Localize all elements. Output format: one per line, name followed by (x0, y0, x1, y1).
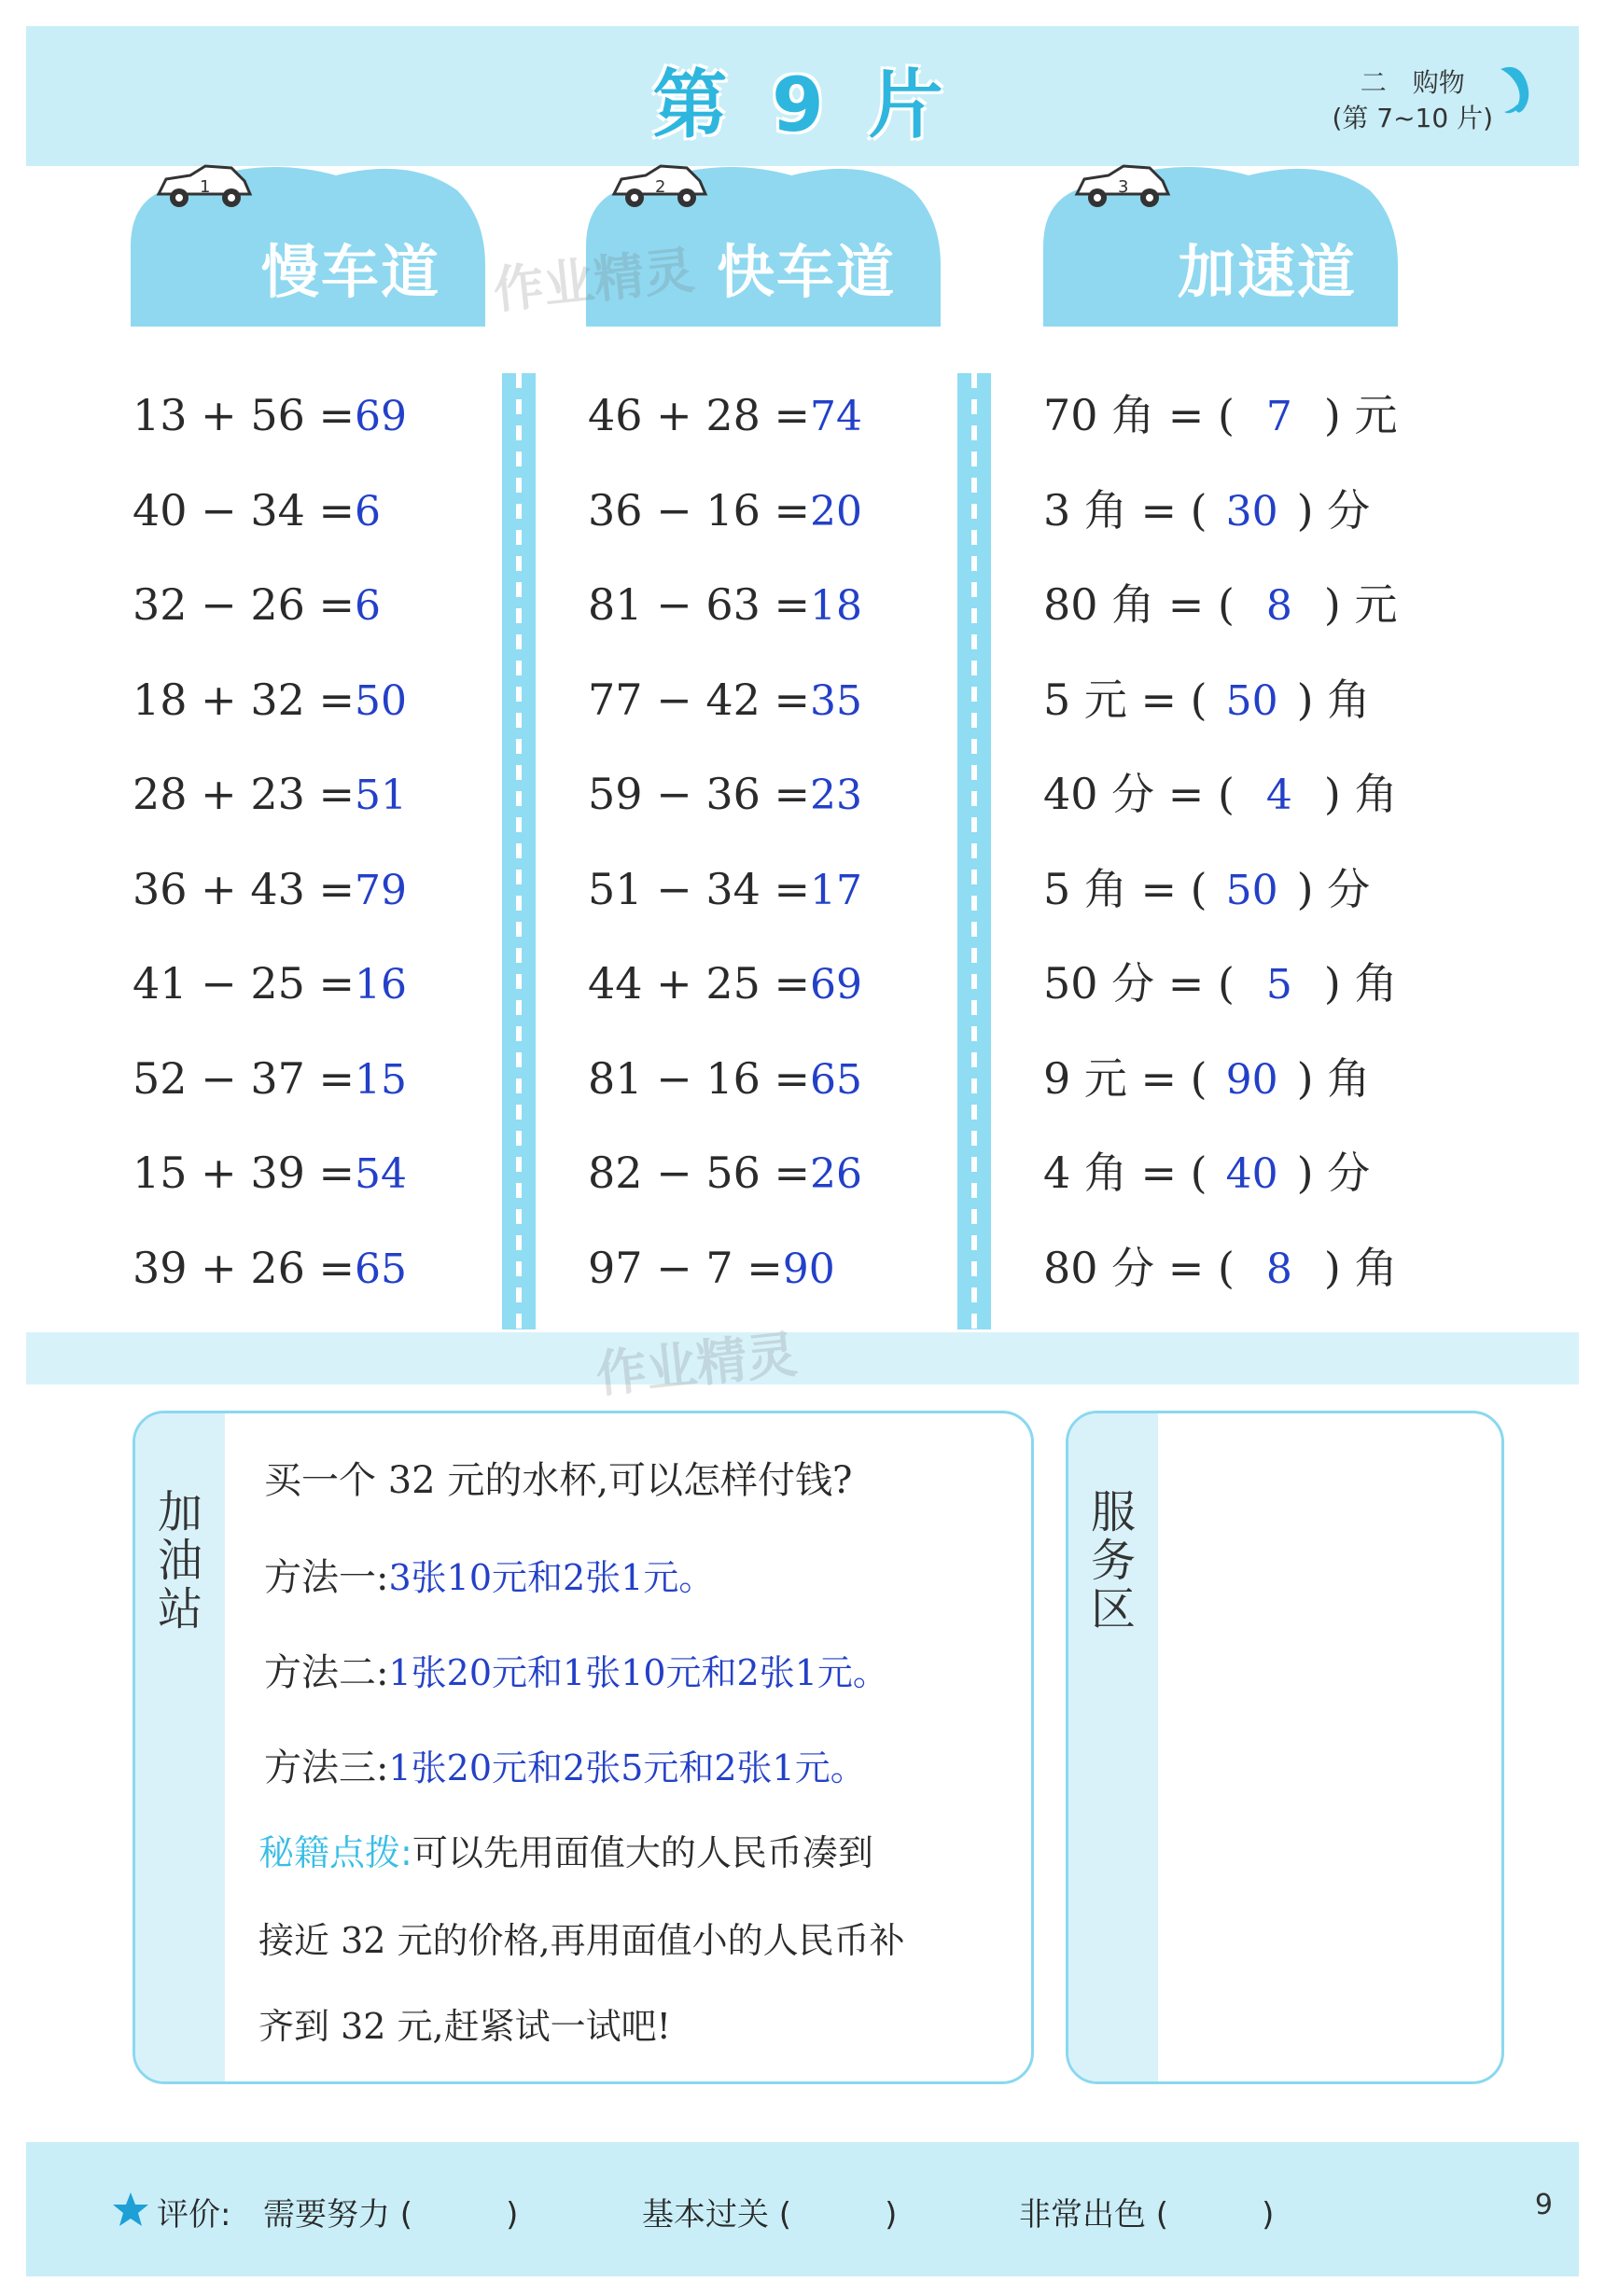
star-icon (112, 2191, 149, 2228)
answer-field[interactable]: 79 (355, 866, 408, 914)
tip-line-2: 接近 32 元的价格,再用面值小的人民币补 (258, 1920, 905, 1961)
lane-title-slow: 慢车道 (261, 238, 441, 306)
problem-text: 13 + 56 = (133, 390, 356, 440)
answer-field[interactable]: 4 (1265, 772, 1292, 819)
problem-row (133, 949, 407, 1044)
problem-text: 52 − 37 = (133, 1052, 356, 1104)
problem-text: 28 + 23 = (133, 769, 356, 819)
answer-field[interactable]: 6 (355, 582, 382, 630)
lane-title-fast: 快车道 (717, 238, 897, 306)
method-one (264, 1548, 714, 1601)
answer-field[interactable]: 50 (355, 676, 408, 725)
answer-field[interactable]: 69 (810, 961, 863, 1009)
slow-lane-list (133, 381, 407, 1328)
problem-text: 97 − 7 = (588, 1242, 783, 1293)
eval-option-basic-pass (642, 2189, 897, 2234)
problem-text: 3 角 = ( (1043, 484, 1207, 536)
method-answer: 1张20元和2张5元和2张1元。 (388, 1747, 866, 1788)
lane-title-accel: 加速道 (1178, 238, 1358, 306)
problem-row (1043, 1138, 1397, 1233)
unit-text: ) 分 (1296, 1148, 1371, 1198)
method-label: 方法三: (264, 1746, 389, 1789)
tip-line-3: 齐到 32 元,赶紧试一试吧! (258, 2006, 671, 2047)
problem-row (133, 381, 407, 476)
column-divider (957, 373, 991, 1329)
eval-close: ) (506, 2196, 519, 2233)
problem-text: 81 − 63 = (588, 579, 811, 630)
svg-text:2: 2 (655, 177, 666, 197)
answer-field[interactable]: 7 (1265, 393, 1292, 440)
problem-row (588, 759, 862, 855)
answer-field[interactable]: 35 (810, 676, 863, 725)
answer-field[interactable]: 30 (1225, 487, 1278, 536)
unit-name: 二 购物 (1360, 67, 1465, 98)
unit-info (1332, 65, 1493, 136)
problem-text: 82 − 56 = (588, 1148, 811, 1198)
problem-row (133, 759, 407, 855)
problem-text: 81 − 16 = (588, 1052, 811, 1104)
problem-text: 39 + 26 = (133, 1242, 356, 1293)
problem-row (588, 1138, 862, 1233)
unit-text: ) 分 (1296, 484, 1371, 536)
lane-tab-accel (1043, 162, 1398, 327)
unit-text: ) 元 (1323, 390, 1398, 440)
problem-row (133, 855, 407, 950)
lane-tab-slow (131, 162, 485, 327)
unit-range: (第 7~10 片) (1332, 103, 1493, 133)
method-two (264, 1643, 888, 1696)
race-car-icon (608, 162, 709, 211)
station-question: 买一个 32 元的水杯,可以怎样付钱? (264, 1459, 853, 1502)
eval-option-needs-effort (263, 2189, 518, 2234)
problem-text: 46 + 28 = (588, 390, 811, 440)
answer-field[interactable]: 26 (810, 1150, 863, 1198)
method-three (264, 1738, 866, 1791)
problem-text: 40 分 = ( (1043, 769, 1235, 819)
problem-row (133, 476, 407, 571)
watermark: 作业精灵 (490, 240, 698, 321)
problem-row (1043, 381, 1397, 476)
method-label: 方法一: (264, 1556, 389, 1599)
watermark: 作业精灵 (593, 1324, 801, 1405)
answer-field[interactable]: 50 (1225, 866, 1278, 914)
answer-field[interactable]: 17 (810, 866, 863, 914)
unit-text: ) 角 (1323, 769, 1398, 819)
problem-row (133, 1233, 407, 1329)
answer-field[interactable]: 51 (355, 772, 408, 819)
worksheet-page (26, 26, 1579, 2276)
problem-row (1043, 1044, 1397, 1139)
problem-text: 41 − 25 = (133, 958, 356, 1009)
accel-lane-list (1043, 381, 1397, 1328)
svg-text:3: 3 (1118, 177, 1129, 197)
problem-text: 36 − 16 = (588, 484, 811, 536)
answer-field[interactable]: 54 (355, 1150, 408, 1198)
answer-field[interactable]: 16 (355, 961, 408, 1009)
answer-field[interactable]: 23 (810, 772, 863, 819)
problem-row (588, 570, 862, 665)
answer-field[interactable]: 65 (810, 1055, 863, 1104)
page-number: 9 (1534, 2189, 1553, 2221)
problem-row (1043, 855, 1397, 950)
problem-row (133, 665, 407, 760)
problem-text: 50 分 = ( (1043, 958, 1235, 1009)
whale-icon (1491, 62, 1538, 118)
problem-text: 15 + 39 = (133, 1148, 356, 1198)
answer-field[interactable]: 8 (1265, 582, 1292, 630)
problem-row (588, 1044, 862, 1139)
answer-field[interactable]: 69 (355, 393, 408, 440)
race-car-icon (1071, 162, 1172, 211)
problem-row (588, 476, 862, 571)
unit-text: ) 元 (1323, 579, 1398, 630)
race-car-icon (153, 162, 254, 211)
tip-text: 可以先用面值大的人民币凑到 (412, 1832, 873, 1873)
problem-text: 80 分 = ( (1043, 1242, 1235, 1293)
problem-text: 80 角 = ( (1043, 579, 1235, 630)
answer-field[interactable]: 90 (1225, 1055, 1278, 1104)
problem-row (1043, 1233, 1397, 1329)
answer-field[interactable]: 5 (1265, 961, 1292, 1009)
problem-row (133, 1044, 407, 1139)
answer-field[interactable]: 50 (1225, 676, 1278, 725)
tip-line-1 (258, 1824, 873, 1875)
column-divider (502, 373, 536, 1329)
eval-option-excellent (1019, 2189, 1274, 2234)
problem-text: 5 角 = ( (1043, 863, 1207, 914)
problem-text: 77 − 42 = (588, 674, 811, 725)
problem-text: 4 角 = ( (1043, 1148, 1207, 1198)
tip-label: 秘籍点拨: (258, 1832, 412, 1873)
problem-text: 40 − 34 = (133, 484, 356, 536)
problem-text: 9 元 = ( (1043, 1052, 1207, 1104)
problem-text: 36 + 43 = (133, 863, 356, 914)
service-label: 服务区 (1091, 1486, 1137, 1635)
unit-text: ) 角 (1296, 674, 1371, 725)
problem-row (588, 949, 862, 1044)
problem-row (588, 665, 862, 760)
problem-row (588, 381, 862, 476)
unit-text: ) 分 (1296, 863, 1371, 914)
unit-text: ) 角 (1323, 1242, 1398, 1293)
eval-option-text: 基本过关 ( (642, 2196, 792, 2233)
fast-lane-list (588, 381, 862, 1328)
answer-field[interactable]: 6 (355, 487, 382, 536)
divider-strip (26, 1332, 1579, 1385)
eval-close: ) (1262, 2196, 1275, 2233)
problem-row (1043, 665, 1397, 760)
problem-row (588, 1233, 862, 1329)
problem-row (133, 1138, 407, 1233)
page-title: 第 9 片 (652, 62, 953, 148)
svg-text:1: 1 (200, 177, 211, 197)
answer-field[interactable]: 90 (782, 1245, 835, 1293)
problem-row (133, 570, 407, 665)
station-label: 加油站 (158, 1486, 203, 1635)
answer-field[interactable]: 74 (810, 393, 863, 440)
method-answer: 3张10元和2张1元。 (388, 1557, 715, 1598)
answer-field[interactable]: 8 (1265, 1245, 1292, 1293)
problem-row (588, 855, 862, 950)
problem-row (1043, 570, 1397, 665)
problem-row (1043, 759, 1397, 855)
eval-close: ) (885, 2196, 898, 2233)
method-label: 方法二: (264, 1651, 389, 1694)
problem-text: 51 − 34 = (588, 863, 811, 914)
unit-text: ) 角 (1323, 958, 1398, 1009)
problem-text: 5 元 = ( (1043, 674, 1207, 725)
problem-text: 59 − 36 = (588, 769, 811, 819)
answer-field[interactable]: 20 (810, 487, 863, 536)
answer-field[interactable]: 15 (355, 1055, 408, 1104)
problem-text: 70 角 = ( (1043, 390, 1235, 440)
problem-row (1043, 476, 1397, 571)
problem-text: 32 − 26 = (133, 579, 356, 630)
eval-option-text: 需要努力 ( (263, 2196, 413, 2233)
answer-field[interactable]: 40 (1225, 1150, 1278, 1198)
problem-row (1043, 949, 1397, 1044)
evaluation-label: 评价: (157, 2196, 231, 2233)
answer-field[interactable]: 65 (355, 1245, 408, 1293)
method-answer: 1张20元和1张10元和2张1元。 (388, 1652, 888, 1693)
refuel-station-box (133, 1411, 1034, 2084)
problem-text: 18 + 32 = (133, 674, 356, 725)
unit-text: ) 角 (1296, 1052, 1371, 1104)
eval-option-text: 非常出色 ( (1019, 2196, 1169, 2233)
problem-text: 44 + 25 = (588, 958, 811, 1009)
service-area-box (1066, 1411, 1504, 2084)
answer-field[interactable]: 18 (810, 582, 863, 630)
